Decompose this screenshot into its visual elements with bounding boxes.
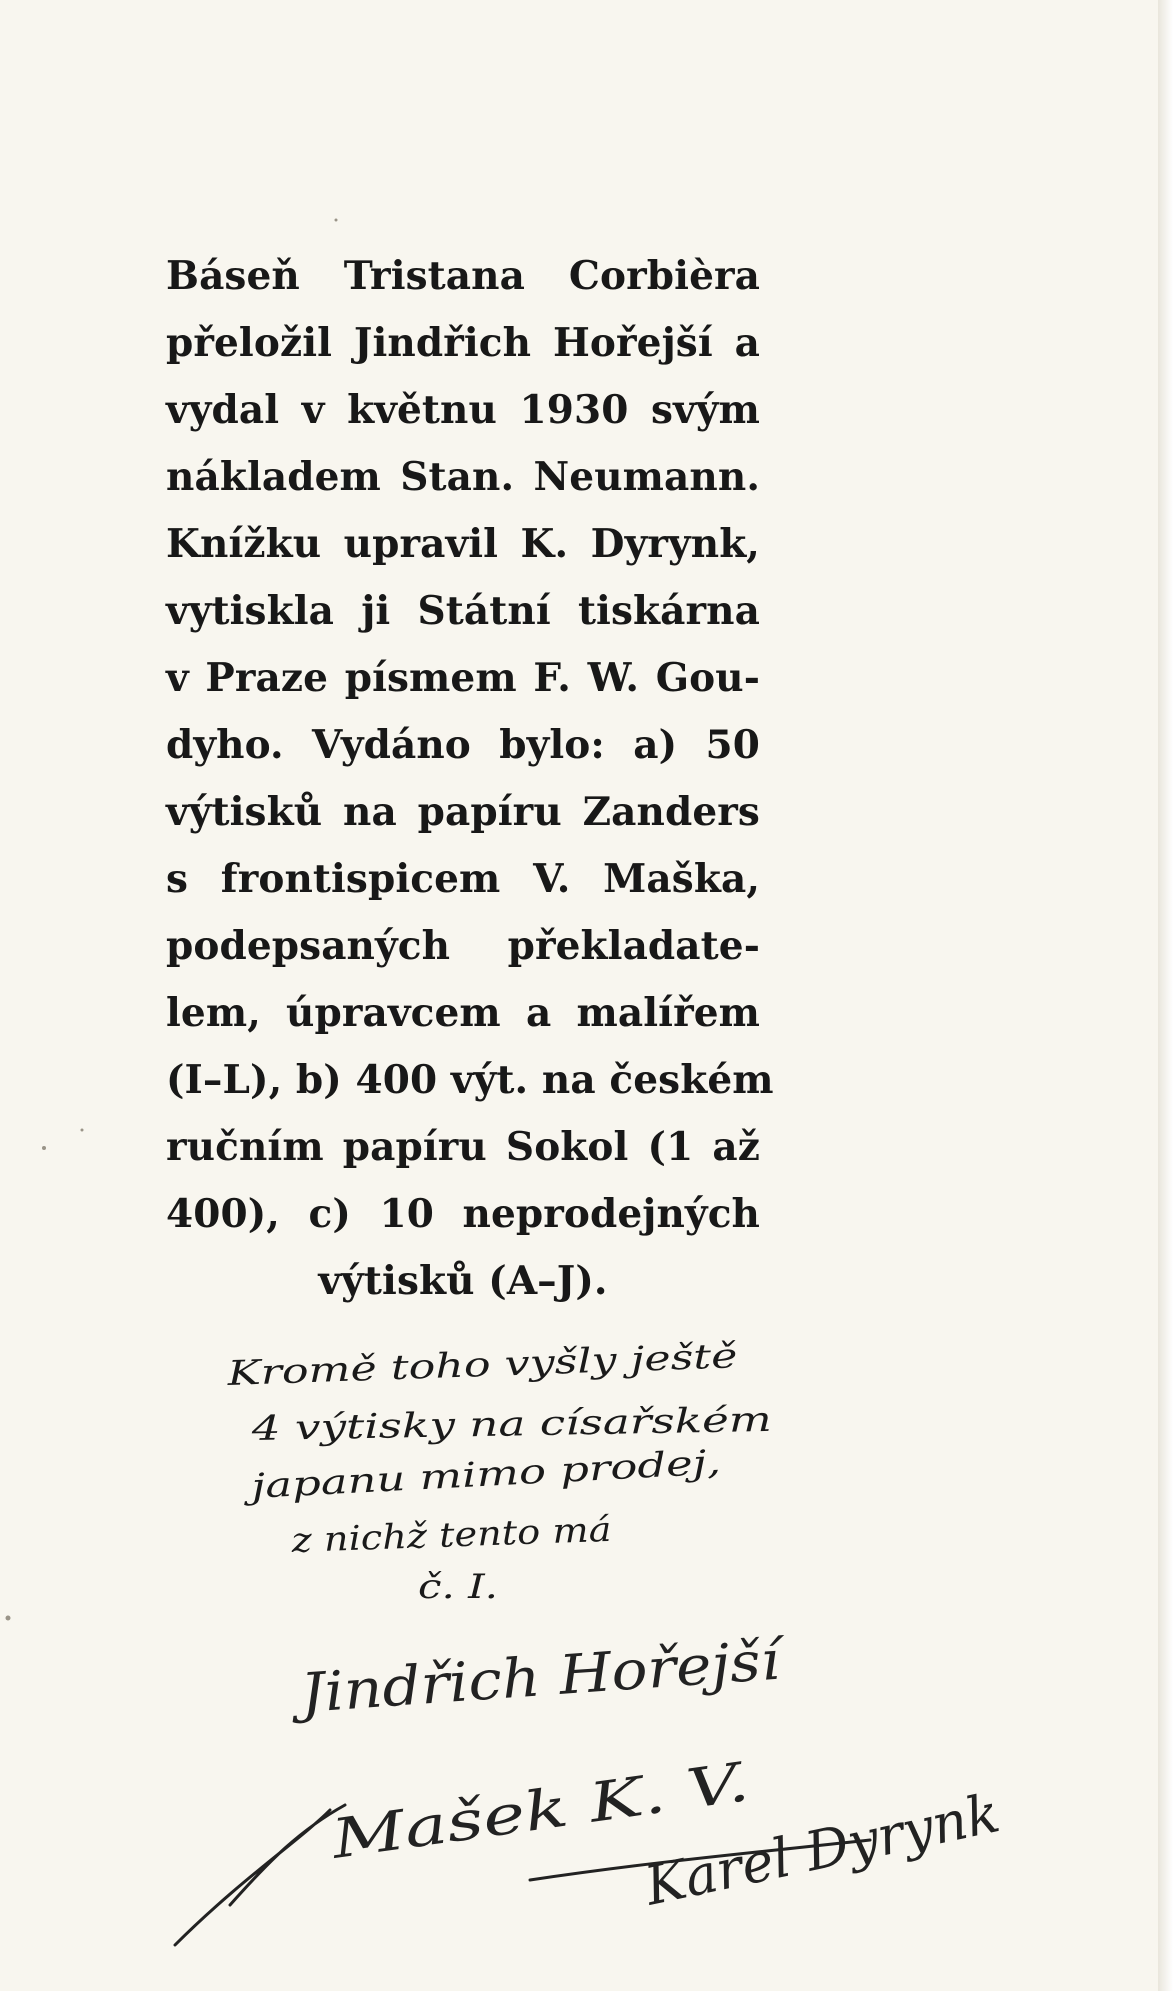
- colophon-line: Knížku upravil K. Dyrynk,: [166, 521, 760, 567]
- colophon-line: 400), c) 10 neprodejných: [166, 1191, 760, 1237]
- colophon-line: výtisků (A–J).: [318, 1258, 608, 1304]
- colophon-line: vydal v květnu 1930 svým: [166, 387, 760, 433]
- illustrator-signature-text: Mašek K. V.: [328, 1764, 653, 1871]
- colophon-line: nákladem Stan. Neumann.: [166, 454, 760, 500]
- inscription-line: č. I.: [418, 1567, 498, 1607]
- colophon-line: podepsaných překladate-: [166, 923, 760, 969]
- inscription-line: Kromě toho vyšly ještě: [226, 1340, 620, 1394]
- colophon-line: vytiskla ji Státní tiskárna: [166, 588, 760, 634]
- colophon-line: ručním papíru Sokol (1 až: [166, 1124, 760, 1170]
- translator-signature: Jindřich Hořejší: [298, 1631, 735, 1725]
- paper-speck: [81, 1129, 84, 1132]
- paper-speck: [6, 1616, 11, 1621]
- colophon-line: lem, úpravcem a malířem: [166, 990, 760, 1036]
- colophon-line: s frontispicem V. Maška,: [166, 856, 760, 902]
- colophon-line: Báseň Tristana Corbièra: [166, 253, 760, 299]
- designer-signature-text: Karel Dyrynk: [639, 1780, 1008, 1918]
- inscription-line: z nichž tento má: [290, 1511, 577, 1561]
- inscription-line: japanu mimo prodej,: [250, 1448, 608, 1507]
- illustrator-signature: [175, 1750, 753, 1945]
- colophon-line: dyho. Vydáno bylo: a) 50: [166, 722, 760, 768]
- colophon-line: v Praze písmem F. W. Gou-: [166, 655, 760, 701]
- colophon-line: přeložil Jindřich Hořejší a: [166, 320, 760, 366]
- paper-speck: [42, 1146, 46, 1150]
- inscription-line: 4 výtisky na císařském: [251, 1402, 643, 1449]
- paper-speck: [335, 219, 338, 222]
- colophon-line: výtisků na papíru Zanders: [166, 789, 760, 835]
- colophon-line: (I–L), b) 400 výt. na českém: [166, 1057, 774, 1103]
